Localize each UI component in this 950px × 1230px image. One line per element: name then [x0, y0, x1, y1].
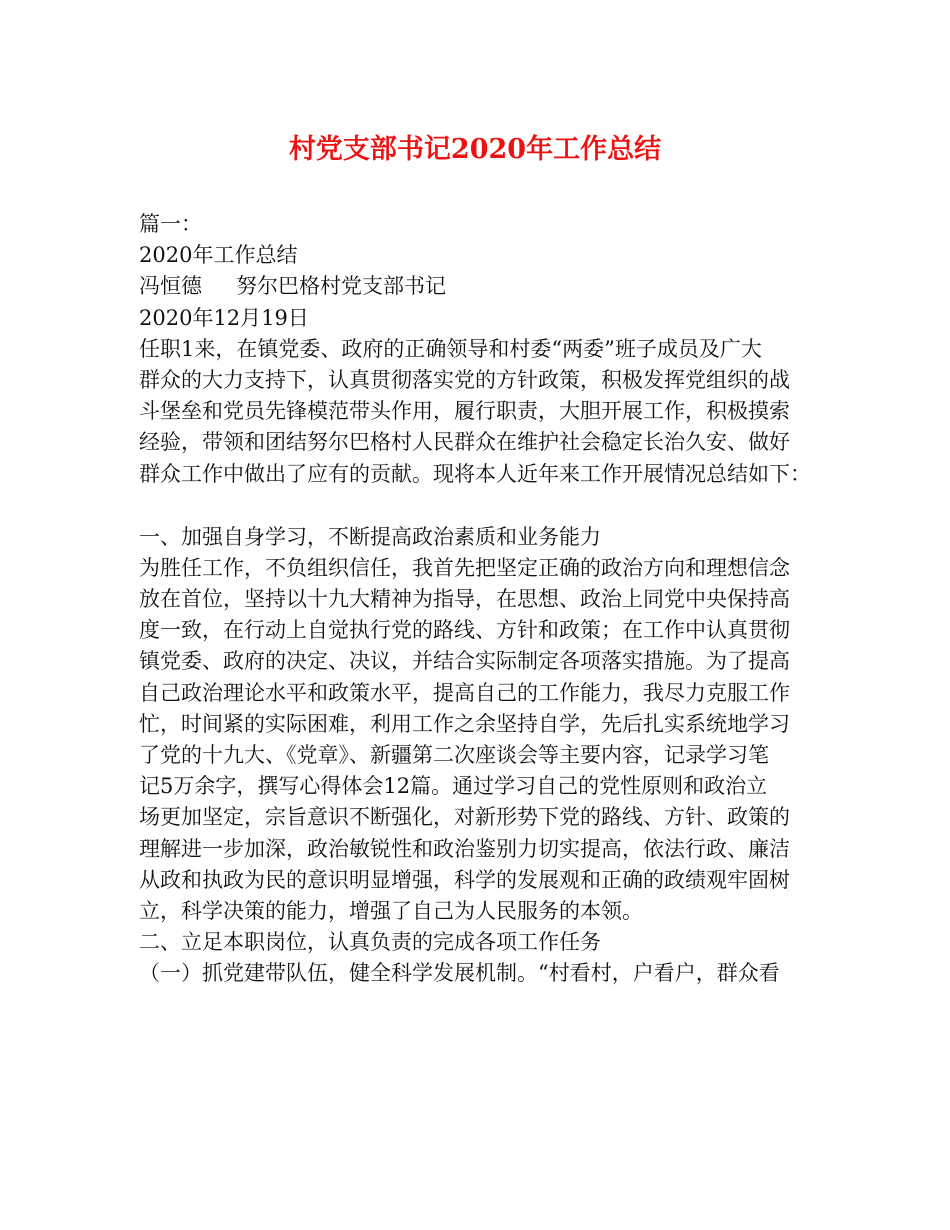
section-label: 篇一： [139, 212, 202, 236]
paragraph-line: 记5万余字，撰写心得体会12篇。通过学习自己的党性原则和政治立 [139, 774, 768, 799]
paragraph-line: 放在首位，坚持以十九大精神为指导，在思想、政治上同党中央保持高 [139, 587, 790, 612]
intro-line: 任职1来，在镇党委、政府的正确领导和村委“两委”班子成员及广大 [139, 336, 762, 361]
section-heading-1: 一、加强自身学习，不断提高政治素质和业务能力 [139, 524, 601, 549]
intro-line: 群众工作中做出了应有的贡献。现将本人近年来工作开展情况总结如下： [139, 461, 811, 486]
paragraph-line: 忙，时间紧的实际困难，利用工作之余坚持自学，先后扎实系统地学习 [139, 711, 790, 736]
paragraph-line: 了党的十九大、《党章》、新疆第二次座谈会等主要内容，记录学习笔 [139, 743, 769, 767]
author-position: 努尔巴格村党支部书记 [236, 274, 446, 299]
document-date: 2020年12月19日 [139, 305, 309, 330]
section-heading-2: 二、立足本职岗位，认真负责的完成各项工作任务 [139, 930, 601, 955]
blank-line [139, 490, 829, 522]
paragraph-line: 自己政治理论水平和政策水平，提高自己的工作能力，我尽力克服工作 [139, 680, 790, 705]
intro-line: 经验，带领和团结努尔巴格村人民群众在维护社会稳定长治久安、做好 [139, 430, 790, 455]
intro-line: 斗堡垒和党员先锋模范带头作用，履行职责，大胆开展工作，积极摸索 [139, 399, 790, 424]
paragraph-line: 立，科学决策的能力，增强了自己为人民服务的本领。 [139, 898, 643, 923]
paragraph-line: 从政和执政为民的意识明显增强，科学的发展观和正确的政绩观牢固树 [139, 867, 790, 892]
paragraph-line: 场更加坚定，宗旨意识不断强化，对新形势下党的路线、方针、政策的 [139, 805, 790, 830]
paragraph-line: 镇党委、政府的决定、决议，并结合实际制定各项落实措施。为了提高 [139, 649, 790, 674]
paragraph-line: 理解进一步加深，政治敏锐性和政治鉴别力切实提高，依法行政、廉洁 [139, 836, 790, 861]
document-subtitle: 2020年工作总结 [139, 243, 298, 268]
subheading-1: （一）抓党建带队伍，健全科学发展机制。“村看村，户看户，群众看 [139, 961, 780, 986]
author-name: 冯恒德 [139, 274, 202, 299]
document-body [139, 209, 829, 990]
intro-line: 群众的大力支持下，认真贯彻落实党的方针政策，积极发挥党组织的战 [139, 367, 790, 392]
document-title: 村党支部书记2020年工作总结 [288, 134, 662, 165]
paragraph-line: 为胜任工作，不负组织信任，我首先把坚定正确的政治方向和理想信念 [139, 555, 790, 580]
paragraph-line: 度一致，在行动上自觉执行党的路线、方针和政策；在工作中认真贯彻 [139, 618, 790, 643]
author-line [139, 271, 829, 302]
